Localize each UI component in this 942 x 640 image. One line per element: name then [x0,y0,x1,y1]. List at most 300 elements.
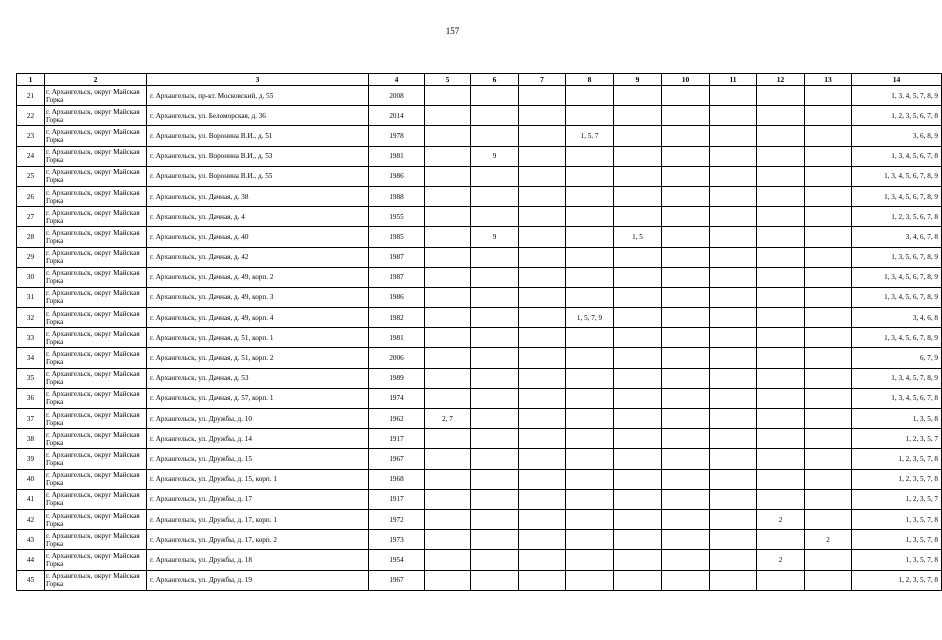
codes-cell: 1, 3, 5, 8 [852,409,942,429]
column-header-9: 9 [614,74,662,86]
address-cell: г. Архангельск, ул. Воронина В.И., д. 51 [147,126,369,146]
column-7-cell [519,247,566,267]
table-row [17,247,942,267]
column-12-cell [757,106,805,126]
table-row [17,409,942,429]
column-9-cell [614,550,662,570]
column-6-cell [471,287,519,307]
column-8-cell [566,550,614,570]
district-cell: г. Архангельск, округ Майская Горка [45,267,147,287]
column-13-cell [805,247,852,267]
address-cell: г. Архангельск, ул. Дружбы, д. 18 [147,550,369,570]
year-cell: 1917 [369,489,425,509]
district-cell: г. Архангельск, округ Майская Горка [45,308,147,328]
column-10-cell [662,388,710,408]
column-7-cell [519,86,566,106]
row-number-cell: 22 [17,106,45,126]
column-12-cell [757,86,805,106]
year-cell: 1981 [369,328,425,348]
district-cell: г. Архангельск, округ Майская Горка [45,449,147,469]
column-5-cell [425,126,471,146]
table-row [17,328,942,348]
codes-cell: 1, 2, 3, 5, 7 [852,429,942,449]
column-header-1: 1 [17,74,45,86]
column-9-cell [614,530,662,550]
column-9-cell [614,166,662,186]
row-number-cell: 27 [17,207,45,227]
column-9-cell [614,207,662,227]
row-number-cell: 38 [17,429,45,449]
column-11-cell [710,509,757,529]
column-12-cell [757,146,805,166]
column-5-cell [425,530,471,550]
column-8-cell [566,429,614,449]
table-row [17,570,942,590]
column-10-cell [662,530,710,550]
column-header-10: 10 [662,74,710,86]
column-12-cell [757,267,805,287]
column-12-cell [757,469,805,489]
address-cell: г. Архангельск, пр-кт. Московский, д. 55 [147,86,369,106]
year-cell: 1985 [369,227,425,247]
district-cell: г. Архангельск, округ Майская Горка [45,469,147,489]
column-6-cell [471,530,519,550]
table-row [17,186,942,206]
codes-cell: 1, 3, 4, 5, 7, 8, 9 [852,368,942,388]
column-13-cell [805,328,852,348]
table-row [17,308,942,328]
column-5-cell [425,449,471,469]
codes-cell: 1, 3, 4, 5, 6, 7, 8, 9 [852,328,942,348]
column-11-cell [710,227,757,247]
column-10-cell [662,86,710,106]
codes-cell: 1, 3, 4, 5, 7, 8, 9 [852,86,942,106]
column-9-cell [614,429,662,449]
column-10-cell [662,207,710,227]
column-10-cell [662,348,710,368]
row-number-cell: 45 [17,570,45,590]
column-13-cell [805,207,852,227]
year-cell: 1954 [369,550,425,570]
housing-table [16,73,942,591]
address-cell: г. Архангельск, ул. Воронина В.И., д. 53 [147,146,369,166]
table-row [17,449,942,469]
column-12-cell [757,207,805,227]
column-5-cell [425,469,471,489]
codes-cell: 3, 6, 8, 9 [852,126,942,146]
column-13-cell [805,186,852,206]
district-cell: г. Архангельск, округ Майская Горка [45,489,147,509]
district-cell: г. Архангельск, округ Майская Горка [45,227,147,247]
column-6-cell [471,469,519,489]
column-header-3: 3 [147,74,369,86]
column-header-7: 7 [519,74,566,86]
column-13-cell [805,267,852,287]
column-9-cell [614,409,662,429]
column-5-cell [425,247,471,267]
column-12-cell [757,126,805,146]
column-10-cell [662,166,710,186]
column-13-cell [805,469,852,489]
row-number-cell: 30 [17,267,45,287]
column-10-cell [662,308,710,328]
row-number-cell: 35 [17,368,45,388]
column-10-cell [662,328,710,348]
column-10-cell [662,267,710,287]
column-10-cell [662,368,710,388]
column-7-cell [519,469,566,489]
column-11-cell [710,287,757,307]
codes-cell: 1, 2, 3, 5, 7, 8 [852,570,942,590]
column-9-cell [614,146,662,166]
column-13-cell [805,166,852,186]
column-9-cell [614,328,662,348]
year-cell: 1968 [369,469,425,489]
column-13-cell [805,570,852,590]
table-row [17,106,942,126]
district-cell: г. Архангельск, округ Майская Горка [45,186,147,206]
codes-cell: 1, 3, 4, 5, 6, 7, 8 [852,146,942,166]
column-6-cell [471,126,519,146]
codes-cell: 1, 3, 5, 7, 8 [852,530,942,550]
column-7-cell [519,186,566,206]
column-5-cell [425,509,471,529]
column-6-cell [471,247,519,267]
column-5-cell [425,328,471,348]
year-cell: 1972 [369,509,425,529]
district-cell: г. Архангельск, округ Майская Горка [45,348,147,368]
address-cell: г. Архангельск, ул. Дачная, д. 40 [147,227,369,247]
column-7-cell [519,126,566,146]
year-cell: 1974 [369,388,425,408]
codes-cell: 1, 3, 4, 5, 6, 7, 8, 9 [852,186,942,206]
column-7-cell [519,409,566,429]
column-header-12: 12 [757,74,805,86]
year-cell: 1987 [369,267,425,287]
column-10-cell [662,186,710,206]
column-header-2: 2 [45,74,147,86]
year-cell: 1981 [369,146,425,166]
column-5-cell [425,166,471,186]
district-cell: г. Архангельск, округ Майская Горка [45,530,147,550]
column-7-cell [519,509,566,529]
column-7-cell [519,166,566,186]
column-12-cell [757,247,805,267]
address-cell: г. Архангельск, ул. Дачная, д. 38 [147,186,369,206]
column-9-cell [614,186,662,206]
year-cell: 1988 [369,186,425,206]
row-number-cell: 42 [17,509,45,529]
column-8-cell [566,186,614,206]
row-number-cell: 28 [17,227,45,247]
column-13-cell [805,409,852,429]
address-cell: г. Архангельск, ул. Дачная, д. 51, корп. 1 [147,328,369,348]
column-11-cell [710,207,757,227]
column-11-cell [710,429,757,449]
column-5-cell [425,186,471,206]
column-13-cell [805,308,852,328]
column-12-cell [757,287,805,307]
column-5-cell [425,267,471,287]
district-cell: г. Архангельск, округ Майская Горка [45,287,147,307]
address-cell: г. Архангельск, ул. Дружбы, д. 10 [147,409,369,429]
column-13-cell [805,287,852,307]
column-8-cell [566,247,614,267]
column-9-cell [614,368,662,388]
column-9-cell [614,348,662,368]
table-row [17,550,942,570]
column-11-cell [710,530,757,550]
column-11-cell [710,388,757,408]
address-cell: г. Архангельск, ул. Дачная, д. 4 [147,207,369,227]
column-7-cell [519,328,566,348]
column-12-cell: 2 [757,550,805,570]
year-cell: 1973 [369,530,425,550]
address-cell: г. Архангельск, ул. Дружбы, д. 17 [147,489,369,509]
year-cell: 1967 [369,570,425,590]
row-number-cell: 43 [17,530,45,550]
column-7-cell [519,388,566,408]
column-7-cell [519,227,566,247]
district-cell: г. Архангельск, округ Майская Горка [45,146,147,166]
codes-cell: 1, 3, 5, 6, 7, 8, 9 [852,247,942,267]
column-10-cell [662,227,710,247]
column-7-cell [519,489,566,509]
district-cell: г. Архангельск, округ Майская Горка [45,86,147,106]
codes-cell: 1, 2, 3, 5, 6, 7, 8 [852,207,942,227]
column-13-cell [805,106,852,126]
row-number-cell: 40 [17,469,45,489]
column-12-cell [757,368,805,388]
column-11-cell [710,469,757,489]
table-row [17,207,942,227]
column-11-cell [710,570,757,590]
column-12-cell [757,530,805,550]
year-cell: 1978 [369,126,425,146]
address-cell: г. Архангельск, ул. Дачная, д. 49, корп. 4 [147,308,369,328]
column-9-cell [614,126,662,146]
column-5-cell [425,146,471,166]
year-cell: 1987 [369,247,425,267]
column-8-cell [566,348,614,368]
column-6-cell [471,388,519,408]
column-7-cell [519,570,566,590]
column-10-cell [662,429,710,449]
column-10-cell [662,287,710,307]
column-6-cell [471,348,519,368]
column-8-cell [566,368,614,388]
column-5-cell [425,106,471,126]
address-cell: г. Архангельск, ул. Дачная, д. 42 [147,247,369,267]
column-6-cell [471,489,519,509]
column-10-cell [662,247,710,267]
address-cell: г. Архангельск, ул. Дачная, д. 51, корп. 2 [147,348,369,368]
column-13-cell [805,86,852,106]
column-11-cell [710,328,757,348]
column-11-cell [710,86,757,106]
column-9-cell [614,267,662,287]
column-6-cell: 9 [471,146,519,166]
column-5-cell [425,388,471,408]
district-cell: г. Архангельск, округ Майская Горка [45,166,147,186]
column-9-cell [614,86,662,106]
table-row [17,267,942,287]
codes-cell: 3, 4, 6, 7, 8 [852,227,942,247]
codes-cell: 1, 3, 5, 7, 8 [852,509,942,529]
column-8-cell [566,449,614,469]
column-7-cell [519,550,566,570]
column-11-cell [710,348,757,368]
address-cell: г. Архангельск, ул. Дружбы, д. 14 [147,429,369,449]
column-12-cell [757,409,805,429]
column-13-cell [805,550,852,570]
table-row [17,348,942,368]
year-cell: 1986 [369,166,425,186]
column-9-cell [614,449,662,469]
column-5-cell [425,368,471,388]
column-7-cell [519,530,566,550]
address-cell: г. Архангельск, ул. Дачная, д. 57, корп. 1 [147,388,369,408]
district-cell: г. Архангельск, округ Майская Горка [45,106,147,126]
table-row [17,227,942,247]
column-12-cell [757,449,805,469]
column-13-cell [805,126,852,146]
district-cell: г. Архангельск, округ Майская Горка [45,388,147,408]
column-11-cell [710,166,757,186]
district-cell: г. Архангельск, округ Майская Горка [45,429,147,449]
column-10-cell [662,509,710,529]
address-cell: г. Архангельск, ул. Дружбы, д. 19 [147,570,369,590]
column-8-cell [566,166,614,186]
row-number-cell: 34 [17,348,45,368]
address-cell: г. Архангельск, ул. Воронина В.И., д. 55 [147,166,369,186]
column-9-cell [614,509,662,529]
column-header-14: 14 [852,74,942,86]
codes-cell: 1, 3, 4, 5, 6, 7, 8 [852,388,942,408]
column-8-cell [566,328,614,348]
codes-cell: 3, 4, 6, 8 [852,308,942,328]
column-8-cell [566,227,614,247]
address-cell: г. Архангельск, ул. Дружбы, д. 17, корп. 1 [147,509,369,529]
district-cell: г. Архангельск, округ Майская Горка [45,247,147,267]
column-8-cell [566,409,614,429]
column-11-cell [710,489,757,509]
table-row [17,388,942,408]
column-11-cell [710,308,757,328]
column-13-cell [805,509,852,529]
column-9-cell [614,287,662,307]
column-12-cell [757,429,805,449]
row-number-cell: 32 [17,308,45,328]
column-10-cell [662,106,710,126]
year-cell: 1967 [369,449,425,469]
column-11-cell [710,106,757,126]
address-cell: г. Архангельск, ул. Дружбы, д. 15 [147,449,369,469]
column-9-cell [614,106,662,126]
column-8-cell [566,570,614,590]
address-cell: г. Архангельск, ул. Дачная, д. 53 [147,368,369,388]
row-number-cell: 21 [17,86,45,106]
table-row [17,126,942,146]
column-11-cell [710,449,757,469]
column-8-cell: 1, 5, 7 [566,126,614,146]
column-5-cell [425,550,471,570]
table-row [17,509,942,529]
column-13-cell [805,348,852,368]
row-number-cell: 23 [17,126,45,146]
column-5-cell [425,86,471,106]
district-cell: г. Архангельск, округ Майская Горка [45,509,147,529]
column-9-cell [614,247,662,267]
codes-cell: 1, 3, 4, 5, 6, 7, 8, 9 [852,166,942,186]
column-12-cell [757,166,805,186]
codes-cell: 1, 3, 4, 5, 6, 7, 8, 9 [852,287,942,307]
column-6-cell [471,328,519,348]
column-11-cell [710,126,757,146]
column-8-cell [566,106,614,126]
year-cell: 1989 [369,368,425,388]
row-number-cell: 39 [17,449,45,469]
column-8-cell [566,207,614,227]
table-row [17,146,942,166]
column-12-cell: 2 [757,509,805,529]
column-12-cell [757,186,805,206]
column-12-cell [757,308,805,328]
row-number-cell: 33 [17,328,45,348]
row-number-cell: 36 [17,388,45,408]
column-9-cell [614,489,662,509]
row-number-cell: 31 [17,287,45,307]
column-13-cell [805,227,852,247]
address-cell: г. Архангельск, ул. Дачная, д. 49, корп. 3 [147,287,369,307]
column-11-cell [710,409,757,429]
column-11-cell [710,186,757,206]
column-9-cell [614,570,662,590]
column-6-cell [471,509,519,529]
column-6-cell [471,409,519,429]
column-13-cell [805,489,852,509]
row-number-cell: 24 [17,146,45,166]
column-5-cell [425,227,471,247]
column-6-cell [471,207,519,227]
column-5-cell [425,348,471,368]
column-7-cell [519,146,566,166]
codes-cell: 1, 2, 3, 5, 7, 8 [852,449,942,469]
column-12-cell [757,227,805,247]
column-12-cell [757,388,805,408]
column-8-cell [566,388,614,408]
column-8-cell [566,86,614,106]
column-12-cell [757,489,805,509]
column-8-cell [566,287,614,307]
column-6-cell [471,570,519,590]
column-8-cell [566,530,614,550]
column-5-cell [425,207,471,227]
row-number-cell: 41 [17,489,45,509]
year-cell: 1955 [369,207,425,227]
table-row [17,489,942,509]
year-cell: 1986 [369,287,425,307]
codes-cell: 1, 2, 3, 5, 7 [852,489,942,509]
column-10-cell [662,409,710,429]
column-7-cell [519,106,566,126]
table-row [17,86,942,106]
column-6-cell [471,429,519,449]
district-cell: г. Архангельск, округ Майская Горка [45,409,147,429]
district-cell: г. Архангельск, округ Майская Горка [45,570,147,590]
codes-cell: 1, 2, 3, 5, 7, 8 [852,469,942,489]
table-row [17,429,942,449]
